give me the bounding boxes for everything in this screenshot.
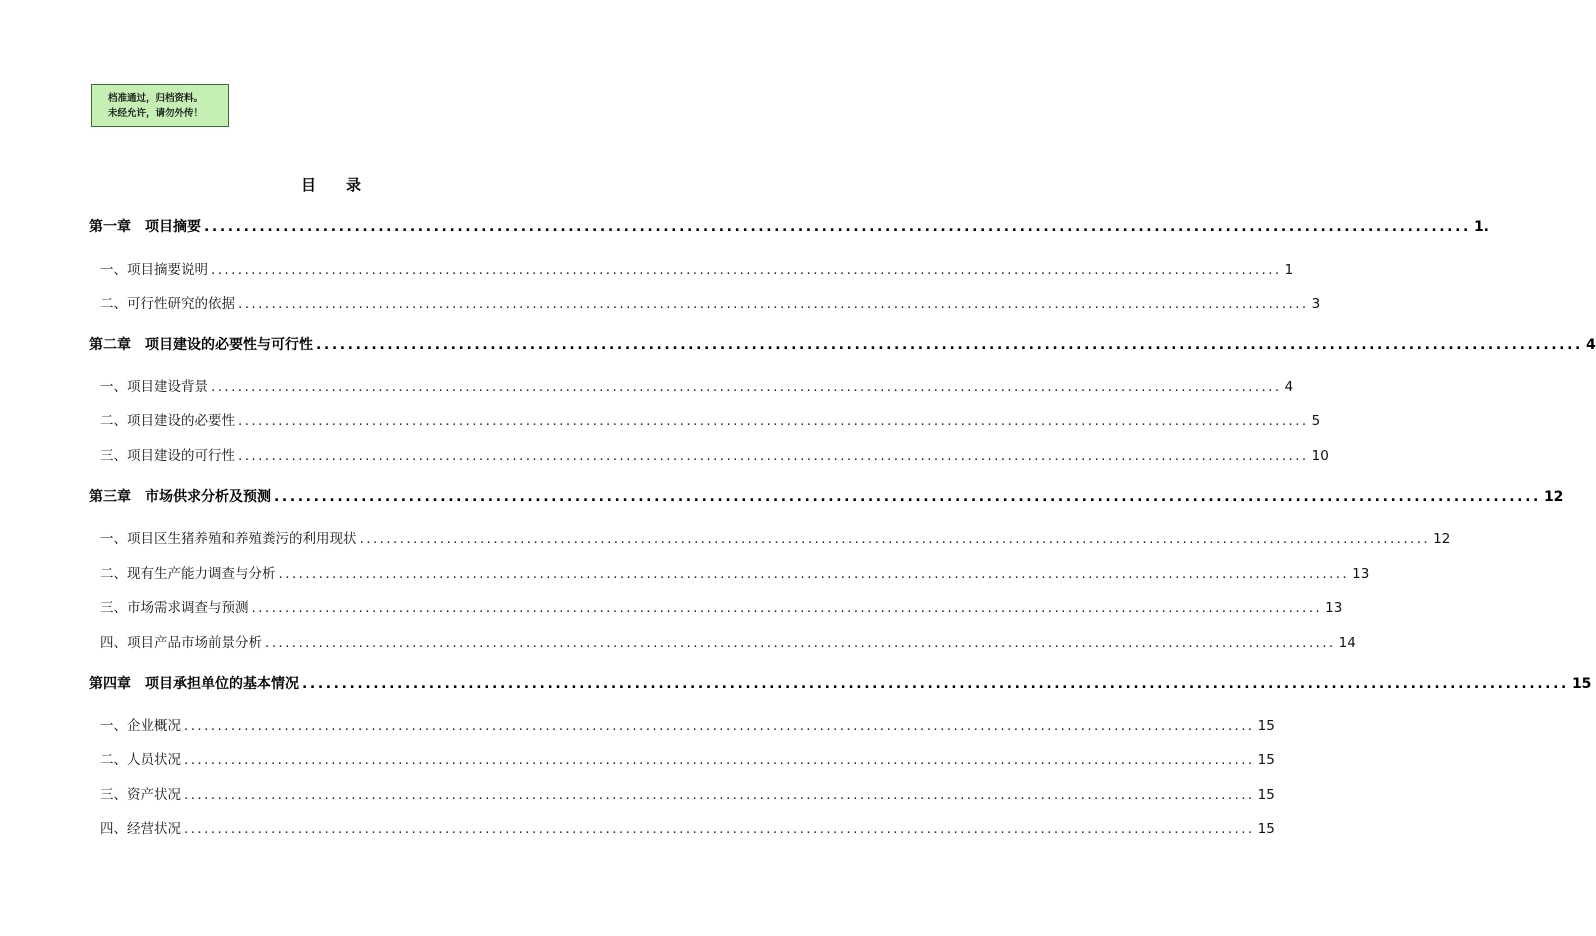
section-page: 13 <box>1325 600 1343 616</box>
section-page: 13 <box>1352 566 1370 582</box>
toc-section-2-1[interactable] <box>100 375 1294 395</box>
section-page: 3 <box>1311 296 1321 312</box>
section-page: 15 <box>1257 821 1275 837</box>
chapter-title: 市场供求分析及预测 <box>145 489 271 505</box>
toc-chapter-4[interactable] <box>89 673 1592 693</box>
dot-leader: ................................................................................................................................................................ <box>238 448 1309 464</box>
section-page: 15 <box>1257 718 1275 734</box>
toc-section-4-3[interactable] <box>100 783 1275 803</box>
section-label: 一、企业概况 <box>100 718 181 734</box>
dot-leader: ................................................................................................................................................................ <box>359 531 1431 547</box>
section-label: 二、可行性研究的依据 <box>100 296 235 312</box>
section-page: 4 <box>1284 379 1294 395</box>
section-label: 一、项目建设背景 <box>100 379 208 395</box>
dot-leader: ................................................................................................................................................................ <box>238 296 1309 312</box>
dot-leader: ................................................................................................................................................................ <box>278 566 1350 582</box>
section-label: 四、项目产品市场前景分析 <box>100 635 262 651</box>
chapter-title: 项目摘要 <box>145 219 201 235</box>
toc-section-1-2[interactable] <box>100 292 1321 312</box>
toc-chapter-2[interactable] <box>89 334 1596 354</box>
section-label: 四、经营状况 <box>100 821 181 837</box>
toc-section-3-1[interactable] <box>100 527 1451 547</box>
dot-leader: ................................................................................................................................................................ <box>316 337 1583 353</box>
chapter-page: 15 <box>1571 676 1592 692</box>
notice-line-2: 未经允许，请勿外传！ <box>108 108 204 119</box>
chapter-page: 12 <box>1543 489 1564 505</box>
toc-title: 目 录 <box>300 176 362 194</box>
confidential-notice-stamp <box>91 84 229 127</box>
dot-leader: ................................................................................................................................................................ <box>184 787 1255 803</box>
section-page: 10 <box>1311 448 1329 464</box>
dot-leader: ................................................................................................................................................................ <box>274 489 1541 505</box>
chapter-page: 4 <box>1585 337 1596 353</box>
chapter-title: 项目建设的必要性与可行性 <box>145 337 313 353</box>
dot-leader: ................................................................................................................................................................ <box>211 379 1282 395</box>
chapter-number: 第四章 <box>89 676 131 692</box>
section-label: 二、现有生产能力调查与分析 <box>100 566 276 582</box>
toc-section-3-2[interactable] <box>100 562 1370 582</box>
notice-line-1: 档准通过，归档资料。 <box>108 93 204 104</box>
section-label: 一、项目摘要说明 <box>100 262 208 278</box>
section-label: 三、资产状况 <box>100 787 181 803</box>
dot-leader: ................................................................................................................................................................ <box>211 262 1282 278</box>
toc-section-1-1[interactable] <box>100 258 1294 278</box>
section-page: 15 <box>1257 787 1275 803</box>
section-label: 二、人员状况 <box>100 752 181 768</box>
dot-leader: ................................................................................................................................................................ <box>184 752 1255 768</box>
toc-section-4-4[interactable] <box>100 817 1275 837</box>
toc-section-4-2[interactable] <box>100 748 1275 768</box>
dot-leader: ................................................................................................................................................................ <box>204 219 1471 235</box>
toc-section-2-3[interactable] <box>100 444 1329 464</box>
toc-section-2-2[interactable] <box>100 409 1321 429</box>
dot-leader: ................................................................................................................................................................ <box>184 718 1255 734</box>
chapter-number: 第三章 <box>89 489 131 505</box>
chapter-page: 1. <box>1473 219 1489 235</box>
dot-leader: ................................................................................................................................................................ <box>302 676 1569 692</box>
section-label: 三、项目建设的可行性 <box>100 448 235 464</box>
section-page: 14 <box>1338 635 1356 651</box>
section-page: 5 <box>1311 413 1321 429</box>
dot-leader: ................................................................................................................................................................ <box>184 821 1255 837</box>
dot-leader: ................................................................................................................................................................ <box>238 413 1309 429</box>
section-page: 12 <box>1433 531 1451 547</box>
toc-section-4-1[interactable] <box>100 714 1275 734</box>
section-page: 15 <box>1257 752 1275 768</box>
chapter-number: 第一章 <box>89 219 131 235</box>
chapter-title: 项目承担单位的基本情况 <box>145 676 299 692</box>
chapter-number: 第二章 <box>89 337 131 353</box>
section-label: 三、市场需求调查与预测 <box>100 600 249 616</box>
toc-chapter-1[interactable] <box>89 216 1489 236</box>
toc-section-3-4[interactable] <box>100 631 1356 651</box>
dot-leader: ................................................................................................................................................................ <box>265 635 1336 651</box>
dot-leader: ................................................................................................................................................................ <box>251 600 1323 616</box>
toc-section-3-3[interactable] <box>100 596 1343 616</box>
section-page: 1 <box>1284 262 1294 278</box>
toc-chapter-3[interactable] <box>89 486 1564 506</box>
section-label: 一、项目区生猪养殖和养殖粪污的利用现状 <box>100 531 357 547</box>
section-label: 二、项目建设的必要性 <box>100 413 235 429</box>
